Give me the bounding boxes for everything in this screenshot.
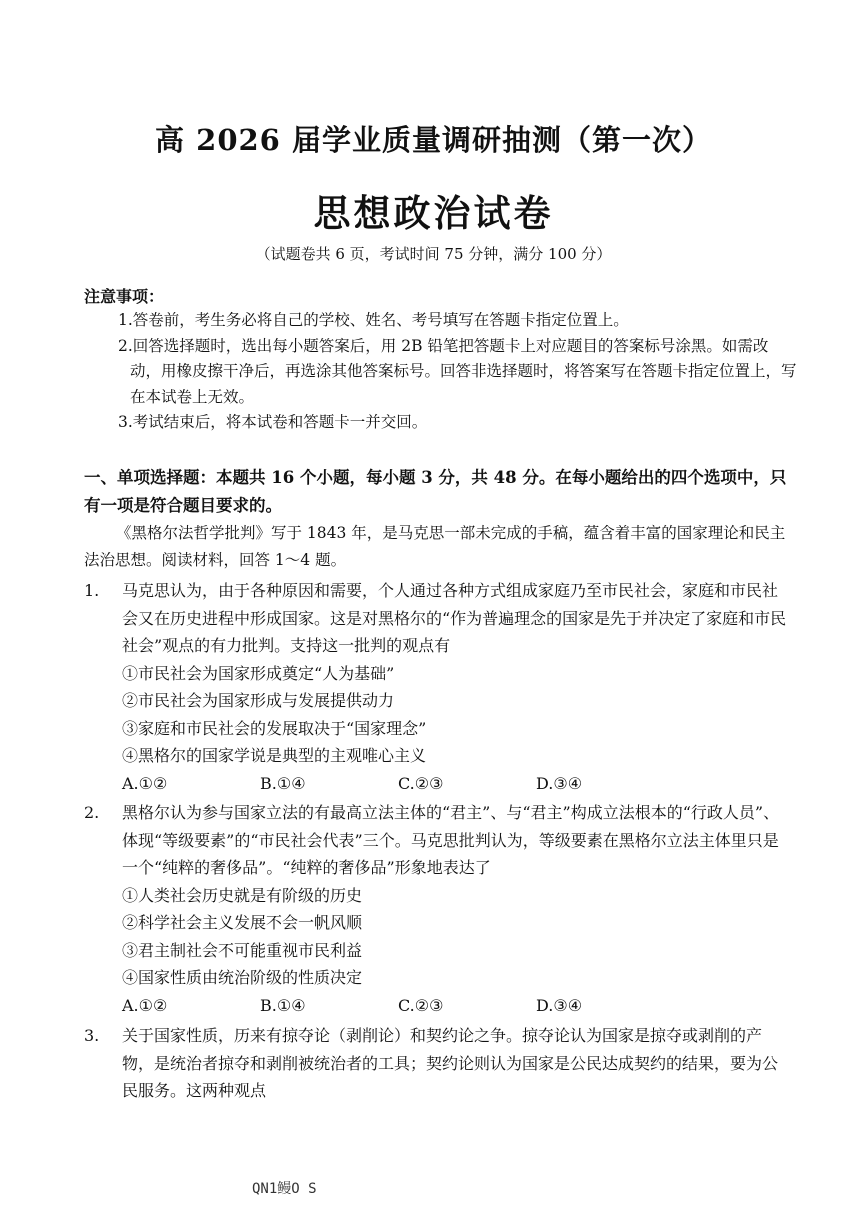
statement-option: ③家庭和市民社会的发展取决于“国家理念” — [122, 718, 427, 738]
question-number: 1. — [84, 581, 100, 600]
question-number: 3. — [84, 1026, 100, 1045]
page-footer: QN1鳗O S — [252, 1181, 317, 1197]
notice-item: 2.回答选择题时，选出每小题答案后，用 2B 铅笔把答题卡上对应题目的答案标号涂黑。如需改动，用橡皮擦干净后，再选涂其他答案标号。回答非选择题时，将答案写在答题卡指定位置上，写在本试卷上无效。 — [118, 336, 797, 406]
exam-title: 高 2026 届学业质量调研抽测（第一次） — [155, 123, 712, 157]
choice-a: A.①② — [122, 773, 168, 793]
answer-choices — [122, 992, 792, 1020]
question-2 — [84, 799, 792, 1019]
statement-option: ④国家性质由统治阶级的性质决定 — [122, 968, 363, 987]
question-3 — [84, 1022, 792, 1105]
question-stem: 马克思认为，由于各种原因和需要，个人通过各种方式组成家庭乃至市民社会，家庭和市民社会又在历史进程中形成国家。这是对黑格尔的“作为普遍理念的国家是先于并决定了家庭和市民社会”观点的有力批判。支持这一批判的观点有 — [122, 581, 787, 655]
answer-choices — [122, 770, 792, 798]
choice-b: B.①④ — [260, 773, 306, 793]
section-intro: 《黑格尔法哲学批判》写于 1843 年，是马克思一部未完成的手稿，蕴含着丰富的国家理论和民主法治思想。阅读材料，回答 1～4 题。 — [84, 524, 786, 569]
question-stem: 黑格尔认为参与国家立法的有最高立法主体的“君主”、与“君主”构成立法根本的“行政人员”、体现“等级要素”的“市民社会代表”三个。马克思批判认为，等级要素在黑格尔立法主体里只是一个“纯粹的奢侈品”。“纯粹的奢侈品”形象地表达了 — [122, 803, 780, 877]
choice-a: A.①② — [122, 995, 168, 1015]
question-stem: 关于国家性质，历来有掠夺论（剥削论）和契约论之争。掠夺论认为国家是掠夺或剥削的产物，是统治者掠夺和剥削被统治者的工具；契约论则认为国家是公民达成契约的结果，要为公民服务。这两种观点 — [122, 1026, 779, 1100]
statement-option: ①市民社会为国家形成奠定“人为基础” — [122, 663, 395, 683]
statement-option: ①人类社会历史就是有阶级的历史 — [122, 885, 363, 905]
notice-item: 1.答卷前，考生务必将自己的学校、姓名、考号填写在答题卡指定位置上。 — [118, 311, 629, 329]
choice-d: D.③④ — [536, 995, 583, 1015]
section-heading: 一、单项选择题：本题共 16 个小题，每小题 3 分，共 48 分。在每小题给出的四个选项中，只有一项是符合题目要求的。 — [84, 468, 787, 515]
notice-heading: 注意事项： — [84, 287, 165, 306]
exam-info: （试题卷共 6 页，考试时间 75 分钟，满分 100 分） — [255, 245, 612, 263]
choice-c: C.②③ — [398, 995, 444, 1015]
choice-d: D.③④ — [536, 773, 583, 793]
statement-option: ④黑格尔的国家学说是典型的主观唯心主义 — [122, 746, 427, 765]
statement-option: ②科学社会主义发展不会一帆风顺 — [122, 913, 363, 932]
subject-title: 思想政治试卷 — [313, 191, 554, 235]
question-number: 2. — [84, 803, 100, 822]
notice-list — [118, 308, 798, 436]
choice-b: B.①④ — [260, 995, 306, 1015]
notice-item: 3.考试结束后，将本试卷和答题卡一并交回。 — [118, 413, 428, 431]
statement-option: ②市民社会为国家形成与发展提供动力 — [122, 691, 395, 710]
statement-option: ③君主制社会不可能重视市民利益 — [122, 940, 363, 960]
choice-c: C.②③ — [398, 773, 444, 793]
question-1 — [84, 577, 792, 797]
